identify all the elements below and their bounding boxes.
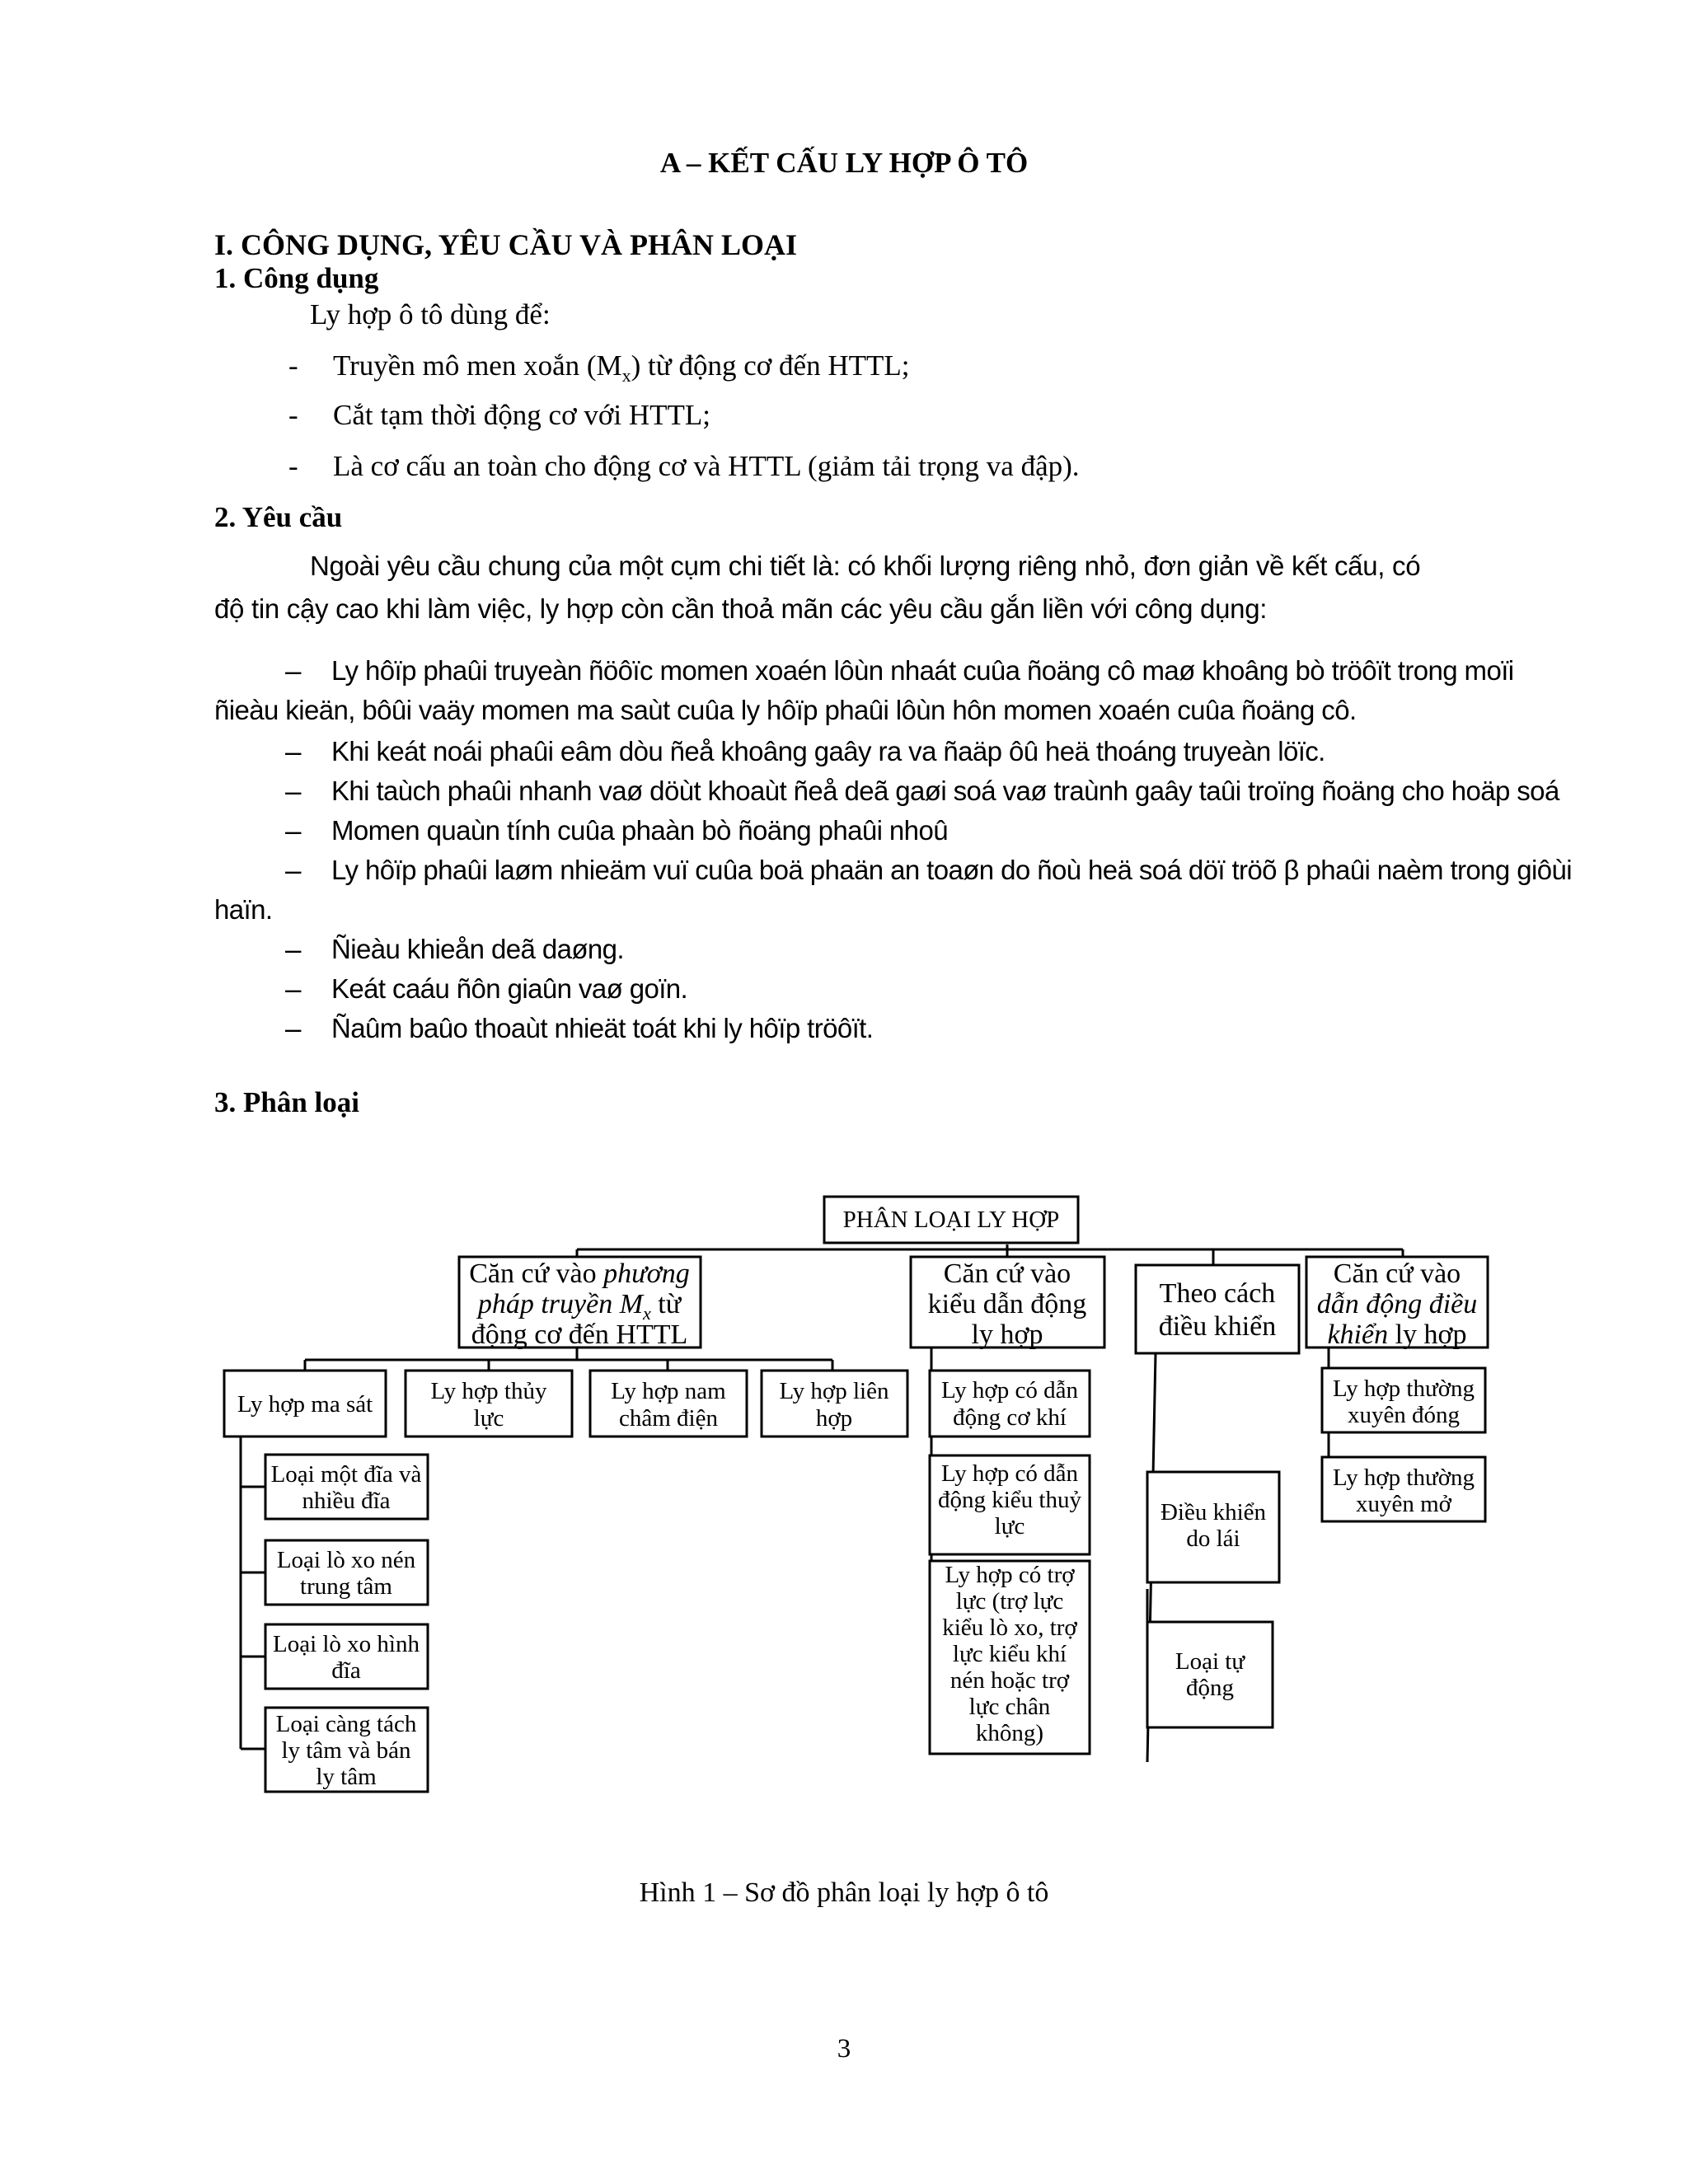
control-driver-line-2: do lái (1186, 1526, 1240, 1552)
req-dash-8: – (285, 1013, 302, 1045)
req-item-1-line-1: Ly hôïp phaûi truyeàn ñöôïc momen xoaén lôùn nhaát cuûa ñoäng cô maø khoâng bò tröôït trong moïi (331, 655, 1514, 686)
req-item-7: Keát caáu ñôn giaûn vaø goïn. (331, 973, 688, 1004)
drive-mechanical-line-1: Ly hợp có dẫn (941, 1377, 1078, 1404)
requirements-para-line-2: độ tin cậy cao khi làm việc, ly hợp còn cần thoả mãn các yêu cầu gắn liền với công dụng: (214, 593, 1268, 624)
drive-hydraulic-line-3: lực (994, 1513, 1025, 1540)
req-item-1-line-2: ñieàu kieän, bôûi vaäy momen ma saùt cuûa ly hôïp phaûi lôùn hôn momen xoaén cuûa ñoäng cô. (214, 695, 1357, 725)
drive-hydraulic-line-2: động kiểu thuỷ (938, 1487, 1081, 1513)
requirements-para-line-1: Ngoài yêu cầu chung của một cụm chi tiết là: có khối lượng riêng nhỏ, đơn giản về kết cấu, có (310, 551, 1421, 581)
usage-dash-2: - (288, 399, 298, 431)
usage-intro: Ly hợp ô tô dùng để: (310, 298, 551, 330)
req-item-4: Momen quaùn tính cuûa phaàn bò ñoäng phaûi nhoû (331, 815, 948, 846)
friction-clutch-label: Ly hợp ma sát (237, 1391, 373, 1418)
combined-clutch-line-1: Ly hợp liên (779, 1378, 889, 1404)
req-item-5-line-2: haïn. (214, 894, 273, 925)
req-item-8: Ñaûm baûo thoaùt nhieät toát khi ly hôïp tröôït. (331, 1013, 874, 1043)
friction-type-diaphragm-line-1: Loại lò xo hình (272, 1631, 420, 1657)
usage-dash-3: - (288, 450, 298, 482)
category-drive-type-line-3: ly hợp (971, 1319, 1043, 1350)
requirements-heading: 2. Yêu cầu (214, 501, 343, 533)
category-transmission-line-2: pháp truyền $M_x$ từ (477, 1289, 682, 1324)
friction-type-central-spring-line-2: trung tâm (300, 1573, 392, 1600)
usage-item-2: Cắt tạm thời động cơ với HTTL; (333, 399, 710, 431)
hydraulic-clutch-line-2: lực (473, 1405, 504, 1432)
classification-heading: 3. Phân loại (214, 1086, 360, 1118)
friction-type-central-spring-line-1: Loại lò xo nén (276, 1547, 416, 1573)
category-transmission-line-1: Căn cứ vào phương (469, 1258, 690, 1289)
category-control-line-2: điều khiển (1158, 1311, 1277, 1342)
friction-type-disc-line-1: Loại một đĩa và (270, 1461, 422, 1488)
friction-type-centrifugal-line-1: Loại càng tách (275, 1711, 417, 1737)
normally-open-line-2: xuyên mở (1355, 1491, 1452, 1517)
req-dash-7: – (285, 973, 302, 1005)
category-transmission-line-3: động cơ đến HTTL (471, 1319, 688, 1350)
req-item-3: Khi taùch phaûi nhanh vaø döùt khoaùt ñeå deã gaøi soá vaø traùnh gaây taûi troïng ñoäng cho hoäp soá (331, 776, 1559, 806)
hydraulic-clutch-line-1: Ly hợp thủy (430, 1378, 547, 1404)
req-dash-2: – (285, 736, 302, 768)
electromagnetic-clutch-line-2: châm điện (619, 1405, 718, 1432)
req-dash-6: – (285, 934, 302, 966)
category-control-drive-line-1: Căn cứ vào (1333, 1258, 1461, 1289)
combined-clutch-line-2: hợp (815, 1405, 853, 1432)
figure-caption: Hình 1 – Sơ đồ phân loại ly hợp ô tô (639, 1877, 1049, 1908)
drive-assisted-line-1: Ly hợp có trợ (945, 1562, 1075, 1588)
req-dash-5: – (285, 855, 302, 887)
usage-item-3: Là cơ cấu an toàn cho động cơ và HTTL (giảm tải trọng va đập). (333, 450, 1080, 482)
friction-type-diaphragm-line-2: đĩa (331, 1657, 361, 1684)
page-title: A – KẾT CẤU LY HỢP Ô TÔ (659, 147, 1029, 179)
root-label: PHÂN LOẠI LY HỢP (842, 1207, 1060, 1233)
usage-dash-1: - (288, 349, 298, 382)
normally-open-line-1: Ly hợp thường (1332, 1465, 1475, 1491)
category-control-drive-line-3: khiển ly hợp (1327, 1319, 1467, 1350)
category-control-drive-line-2: dẫn động điều (1316, 1289, 1478, 1319)
drive-mechanical-line-2: động cơ khí (953, 1404, 1067, 1431)
control-automatic-line-1: Loại tự (1175, 1648, 1245, 1675)
req-dash-4: – (285, 815, 302, 847)
friction-type-disc-line-2: nhiều đĩa (302, 1488, 391, 1514)
page-number: 3 (837, 2034, 851, 2064)
friction-type-centrifugal-line-3: ly tâm (316, 1764, 377, 1790)
category-drive-type-line-1: Căn cứ vào (943, 1258, 1071, 1289)
drive-assisted-line-3: kiểu lò xo, trợ (942, 1615, 1077, 1641)
drive-assisted-line-7: không) (975, 1720, 1044, 1746)
drive-assisted-line-5: nén hoặc trợ (950, 1667, 1070, 1694)
control-driver-line-1: Điều khiển (1160, 1499, 1267, 1526)
usage-item-1: Truyền mô men xoắn $(M_x)$ từ động cơ đến HTTL; (333, 349, 910, 386)
drive-assisted-line-2: lực (trợ lực (955, 1588, 1064, 1615)
req-item-6: Ñieàu khieån deã daøng. (331, 934, 624, 964)
req-dash-1: – (285, 655, 302, 687)
req-item-5-line-1: Ly hôïp phaûi laøm nhieäm vuï cuûa boä phaän an toaøn do ñoù heä soá döï tröõ β phaûi naèm trong giôùi (331, 855, 1572, 885)
control-automatic-line-2: động (1186, 1675, 1234, 1701)
friction-type-centrifugal-line-2: ly tâm và bán (281, 1737, 411, 1764)
usage-heading: 1. Công dụng (214, 262, 379, 294)
drive-hydraulic-line-1: Ly hợp có dẫn (941, 1460, 1078, 1487)
electromagnetic-clutch-line-1: Ly hợp nam (611, 1378, 726, 1404)
category-drive-type-line-2: kiểu dẫn động (927, 1289, 1087, 1319)
req-item-2: Khi keát noái phaûi eâm dòu ñeå khoâng gaây ra va ñaäp ôû heä thoáng truyeàn löïc. (331, 736, 1325, 766)
drive-assisted-line-6: lực chân (968, 1694, 1051, 1720)
req-dash-3: – (285, 776, 302, 808)
section-heading: I. CÔNG DỤNG, YÊU CẦU VÀ PHÂN LOẠI (214, 228, 798, 261)
normally-engaged-line-1: Ly hợp thường (1332, 1376, 1475, 1402)
category-control-line-1: Theo cách (1159, 1278, 1276, 1309)
drive-assisted-line-4: lực kiểu khí (952, 1641, 1067, 1667)
normally-engaged-line-2: xuyên đóng (1347, 1402, 1461, 1428)
